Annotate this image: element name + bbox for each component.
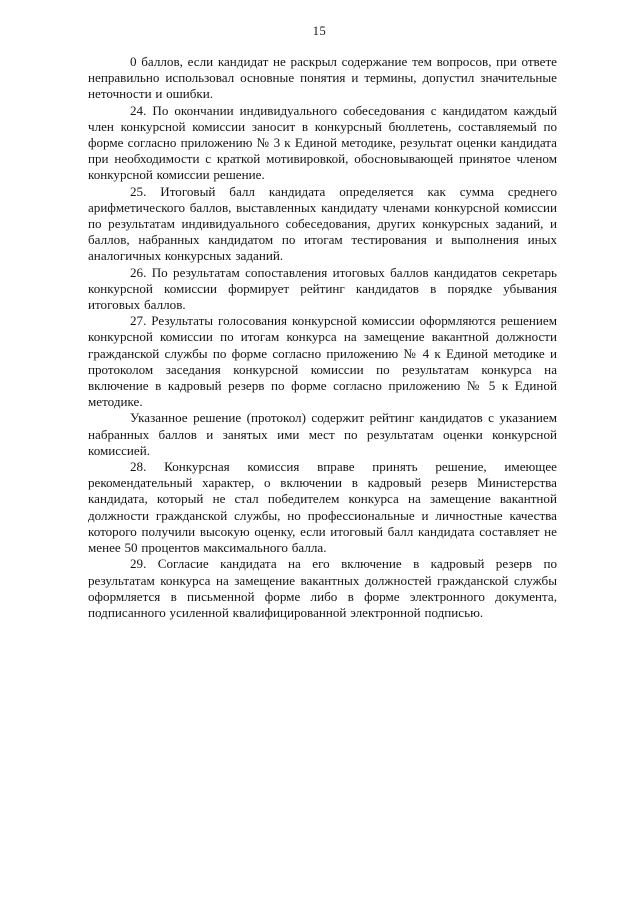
document-body (88, 54, 557, 621)
page-number: 15 (312, 24, 327, 38)
paragraph: 28. Конкурсная комиссия вправе принять решение, имеющее рекомендательный характер, о включении в кадровый резерв Министерства кандидата, который не стал победителем конкурса на замещение вакантной должности гражданской службы, но профессиональные и личностные качества которого получили высокую оценку, если итоговый балл кандидата составляет не менее 50 процентов максимального балла. (88, 459, 557, 556)
paragraph: 0 баллов, если кандидат не раскрыл содержание тем вопросов, при ответе неправильно использовал основные понятия и термины, допустил значительные неточности и ошибки. (88, 54, 557, 102)
paragraph: 24. По окончании индивидуального собеседования с кандидатом каждый член конкурсной комиссии заносит в конкурсный бюллетень, составляемый по форме согласно приложению № 3 к Единой методике, результат оценки кандидата при необходимости с краткой мотивировкой, обосновывающей принятое членом конкурсной комиссии решение. (88, 102, 557, 183)
paragraph: Указанное решение (протокол) содержит рейтинг кандидатов с указанием набранных баллов и занятых ими мест по результатам оценки конкурсной комиссией. (88, 410, 557, 458)
paragraph: 25. Итоговый балл кандидата определяется как сумма среднего арифметического баллов, выставленных кандидату членами конкурсной комиссии по результатам индивидуального собеседования, других конкурсных заданий, и баллов, набранных кандидатом по итогам тестирования и выполнения иных аналогичных конкурсных заданий. (88, 183, 557, 264)
paragraph: 29. Согласие кандидата на его включение в кадровый резерв по результатам конкурса на замещение вакантных должностей гражданской службы оформляется в письменной форме либо в форме электронного документа, подписанного усиленной квалифицированной электронной подписью. (88, 556, 557, 620)
paragraph: 27. Результаты голосования конкурсной комиссии оформляются решением конкурсной комиссии по итогам конкурса на замещение вакантной должности гражданской службы по форме согласно приложению № 4 к Единой методике и протоколом заседания конкурсной комиссии по результатам конкурса на включение в кадровый резерв по форме согласно приложению № 5 к Единой методике. (88, 313, 557, 410)
paragraph: 26. По результатам сопоставления итоговых баллов кандидатов секретарь конкурсной комиссии формирует рейтинг кандидатов в порядке убывания итоговых баллов. (88, 264, 557, 313)
